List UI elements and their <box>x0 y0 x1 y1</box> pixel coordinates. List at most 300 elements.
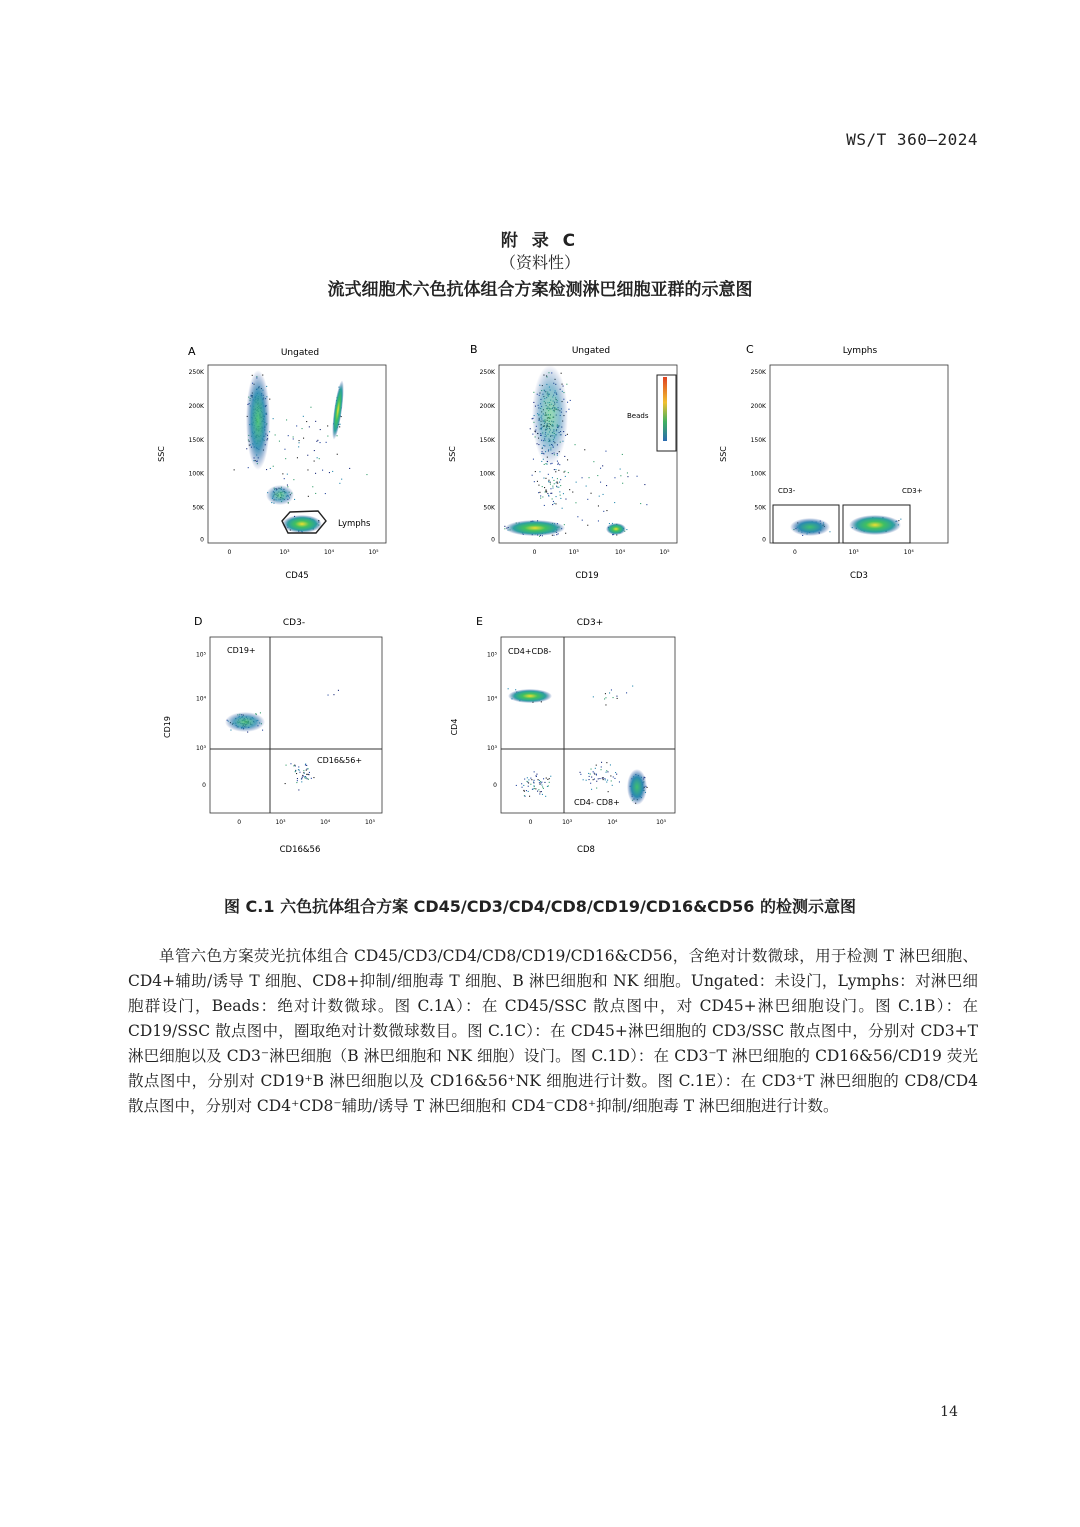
event-dot <box>541 461 542 462</box>
event-dot <box>599 778 600 779</box>
event-dot <box>234 469 235 470</box>
event-dot <box>303 416 304 417</box>
event-dot <box>532 434 533 435</box>
event-dot <box>529 796 530 797</box>
event-dot <box>542 486 543 487</box>
event-dot <box>530 784 531 785</box>
event-dot <box>539 793 540 794</box>
event-dot <box>297 778 298 779</box>
event-dot <box>542 786 543 787</box>
x-tick-label: 0 <box>532 549 537 556</box>
event-dot <box>293 479 294 480</box>
event-dot <box>580 772 581 773</box>
y-tick-label: 10³ <box>486 744 497 752</box>
event-dot <box>550 776 551 777</box>
event-dot <box>534 785 535 786</box>
event-dot <box>303 776 304 777</box>
event-dot <box>627 476 628 477</box>
event-dot <box>522 787 523 788</box>
event-dot <box>552 504 553 505</box>
event-dot <box>598 505 599 506</box>
event-dot <box>596 788 597 789</box>
event-dot <box>299 442 300 443</box>
event-dot <box>556 486 557 487</box>
x-tick-label: 10³ <box>275 819 286 826</box>
event-dot <box>582 520 583 521</box>
event-dot <box>554 483 555 484</box>
event-dot <box>556 496 557 497</box>
event-dot <box>613 776 614 777</box>
event-dot <box>622 454 623 455</box>
event-dot <box>306 421 307 422</box>
event-dot <box>566 384 567 385</box>
event-dot <box>287 474 288 475</box>
event-dot <box>609 523 610 524</box>
event-dot <box>603 511 604 512</box>
event-dot <box>295 770 296 771</box>
event-dot <box>273 466 274 467</box>
event-dot <box>534 788 535 789</box>
event-dot <box>548 480 549 481</box>
event-dot <box>301 778 302 779</box>
q-cd4neg-cd8pos-label: CD4- CD8+ <box>574 798 620 807</box>
event-dot <box>266 469 267 470</box>
event-dot <box>555 503 556 504</box>
event-dot <box>302 777 303 778</box>
panel-d-letter: D <box>194 615 203 628</box>
event-dot <box>604 698 605 699</box>
event-dot <box>614 477 615 478</box>
x-tick-label: 10⁵ <box>656 819 667 826</box>
event-dot <box>528 786 529 787</box>
event-dot <box>559 482 560 483</box>
event-dot <box>298 789 299 790</box>
x-tick-label: 10⁴ <box>323 549 335 556</box>
event-dot <box>554 503 555 504</box>
event-dot <box>575 444 576 445</box>
event-dot <box>575 502 576 503</box>
x-tick-label: 10⁵ <box>364 819 376 826</box>
event-dot <box>637 476 638 477</box>
y-tick-label: 100K <box>479 470 495 478</box>
y-tick-label: 50K <box>192 504 204 512</box>
event-dot <box>329 472 330 473</box>
event-dot <box>640 503 641 504</box>
event-dot <box>610 764 611 765</box>
event-dot <box>543 778 544 779</box>
event-dot <box>548 481 549 482</box>
event-dot <box>554 469 555 470</box>
event-dot <box>270 468 271 469</box>
cd3-positive-gate-label: CD3+ <box>902 487 923 495</box>
x-tick-label: 10⁵ <box>659 549 670 556</box>
event-dot <box>279 441 280 442</box>
event-dot <box>314 450 315 451</box>
event-dot <box>531 779 532 780</box>
event-dot <box>560 479 561 480</box>
panel-e-cd4pos-cluster <box>508 689 552 703</box>
x-tick-label: 10³ <box>562 819 573 826</box>
event-dot <box>545 478 546 479</box>
event-dot <box>366 474 367 475</box>
flow-cytometry-figure <box>150 335 950 865</box>
event-dot <box>549 782 550 783</box>
event-dot <box>547 779 548 780</box>
event-dot <box>606 762 607 763</box>
event-dot <box>595 768 596 769</box>
event-dot <box>593 696 594 697</box>
event-dot <box>535 788 536 789</box>
event-dot <box>557 483 558 484</box>
event-dot <box>326 442 327 443</box>
lymphs-gate-label: Lymphs <box>338 519 371 529</box>
x-tick-label: 10⁴ <box>607 819 618 826</box>
event-dot <box>568 472 569 473</box>
event-dot <box>551 493 552 494</box>
event-dot <box>591 493 592 494</box>
event-dot <box>317 457 318 458</box>
event-dot <box>560 485 561 486</box>
event-dot <box>305 764 306 765</box>
y-tick-label: 0 <box>491 536 495 544</box>
y-tick-label: 0 <box>493 781 497 789</box>
event-dot <box>523 790 524 791</box>
event-dot <box>293 438 294 439</box>
event-dot <box>548 474 549 475</box>
event-dot <box>591 777 592 778</box>
event-dot <box>560 495 561 496</box>
x-tick-label: 10⁵ <box>368 549 379 556</box>
appendix-title: 附 录 C <box>500 231 580 251</box>
event-dot <box>332 471 333 472</box>
panel-e-ylabel: CD4 <box>450 718 459 736</box>
event-dot <box>544 782 545 783</box>
event-dot <box>317 440 318 441</box>
event-dot <box>553 480 554 481</box>
panel-b-granulocyte-cluster <box>532 365 568 465</box>
x-tick-label: 0 <box>792 549 797 556</box>
event-dot <box>538 492 539 493</box>
event-dot <box>600 482 601 483</box>
event-dot <box>285 458 286 459</box>
event-dot <box>546 491 547 492</box>
event-dot <box>549 778 550 779</box>
beads-gate-label: Beads <box>627 412 649 420</box>
event-dot <box>577 516 578 517</box>
event-dot <box>337 454 338 455</box>
event-dot <box>606 770 607 771</box>
event-dot <box>524 779 525 780</box>
event-dot <box>615 772 616 773</box>
event-dot <box>275 434 276 435</box>
event-dot <box>616 696 617 697</box>
figure-svg <box>150 335 950 865</box>
event-dot <box>521 783 522 784</box>
event-dot <box>556 534 557 535</box>
event-dot <box>230 730 231 731</box>
event-dot <box>262 730 263 731</box>
event-dot <box>603 494 604 495</box>
event-dot <box>287 485 288 486</box>
event-dot <box>594 773 595 774</box>
event-dot <box>537 791 538 792</box>
body-paragraph: 单管六色方案荧光抗体组合 CD45/CD3/CD4/CD8/CD19/CD16&CD56，含绝对计数微球，用于检测 T 淋巴细胞、CD4+辅助/诱导 T 细胞、CD8+抑制/细胞毒 T 细胞、B 淋巴细胞和 NK 细胞。Ungated：未设门，Lymphs：对淋巴细胞群设门，Beads：绝对计数微球。图 C.1A）：在 CD45/SSC 散点图中，对 CD45+淋巴细胞设门。图 C.1B）：在 CD19/SSC 散点图中，圈取绝对计数微球数目。图 C.1C）：在 CD45+淋巴细胞的 CD3/SSC 散点图中，分别对 CD3+T 淋巴细胞以及 CD3⁻淋巴细胞（B 淋巴细胞和 NK 细胞）设门。图 C.1D）：在 CD3⁻T 淋巴细胞的 CD16&56/CD19 荧光散点图中，分别对 CD19⁺B 淋巴细胞以及 CD16&56⁺NK 细胞进行计数。图 C.1E）：在 CD3⁺T 淋巴细胞的 CD8/CD4 散点图中，分别对 CD4⁺CD8⁻辅助/诱导 T 淋巴细胞和 CD4⁻CD8⁺抑制/细胞毒 T 淋巴细胞进行计数。 <box>128 947 978 1115</box>
x-tick-label: 10³ <box>848 549 859 556</box>
event-dot <box>596 765 597 766</box>
panel-a-lymph-cluster <box>282 515 322 533</box>
event-dot <box>601 766 602 767</box>
panel-e-cd8pos-cluster <box>627 769 647 805</box>
event-dot <box>593 771 594 772</box>
event-dot <box>620 475 621 476</box>
event-dot <box>586 780 587 781</box>
event-dot <box>569 489 570 490</box>
panel-e-title: CD3+ <box>576 618 604 628</box>
event-dot <box>589 776 590 777</box>
event-dot <box>544 464 545 465</box>
event-dot <box>299 770 300 771</box>
event-dot <box>580 774 581 775</box>
event-dot <box>540 781 541 782</box>
event-dot <box>305 776 306 777</box>
event-dot <box>646 504 647 505</box>
event-dot <box>619 781 620 782</box>
panel-a-monocyte-cluster <box>266 485 294 505</box>
event-dot <box>627 472 628 473</box>
event-dot <box>320 442 321 443</box>
event-dot <box>552 477 553 478</box>
panel-a-xlabel: CD45 <box>285 571 309 581</box>
y-tick-label: 10⁵ <box>195 651 206 659</box>
event-dot <box>549 481 550 482</box>
panel-a-granulocyte-cluster <box>246 370 270 470</box>
event-dot <box>572 492 573 493</box>
event-dot <box>297 457 298 458</box>
y-tick-label: 50K <box>483 504 495 512</box>
event-dot <box>590 783 591 784</box>
q-cd4pos-cd8neg-label: CD4+CD8- <box>508 647 552 656</box>
event-dot <box>589 477 590 478</box>
event-dot <box>309 772 310 773</box>
event-dot <box>607 771 608 772</box>
y-tick-label: 250K <box>479 369 495 377</box>
event-dot <box>303 770 304 771</box>
event-dot <box>299 772 300 773</box>
event-dot <box>304 776 305 777</box>
event-dot <box>547 493 548 494</box>
y-tick-label: 250K <box>188 369 204 377</box>
event-dot <box>528 782 529 783</box>
panel-e-xlabel: CD8 <box>577 845 595 855</box>
x-tick-label: 10⁴ <box>614 549 626 556</box>
event-dot <box>313 777 314 778</box>
event-dot <box>617 698 618 699</box>
event-dot <box>605 704 606 705</box>
event-dot <box>530 778 531 779</box>
event-dot <box>532 475 533 476</box>
event-dot <box>299 440 300 441</box>
event-dot <box>508 688 509 689</box>
event-dot <box>587 525 588 526</box>
y-tick-label: 100K <box>750 470 766 478</box>
event-dot <box>576 482 577 483</box>
panel-b-ylabel: SSC <box>448 446 457 462</box>
event-dot <box>558 463 559 464</box>
y-tick-label: 150K <box>750 436 766 444</box>
y-tick-label: 10⁴ <box>486 695 497 703</box>
event-dot <box>541 791 542 792</box>
event-dot <box>610 775 611 776</box>
event-dot <box>567 459 568 460</box>
event-dot <box>301 781 302 782</box>
panel-d-cd19pos-cluster <box>225 712 265 732</box>
panel-a-title: Ungated <box>280 348 320 358</box>
event-dot <box>541 785 542 786</box>
y-tick-label: 10³ <box>195 744 206 752</box>
event-dot <box>559 491 560 492</box>
event-dot <box>285 783 286 784</box>
event-dot <box>293 436 294 437</box>
x-tick-label: 0 <box>237 819 242 826</box>
event-dot <box>307 469 308 470</box>
event-dot <box>539 492 540 493</box>
event-dot <box>538 779 539 780</box>
event-dot <box>328 695 329 696</box>
event-dot <box>307 455 308 456</box>
event-dot <box>596 774 597 775</box>
event-dot <box>597 475 598 476</box>
event-dot <box>246 448 247 449</box>
event-dot <box>297 780 298 781</box>
event-dot <box>614 778 615 779</box>
event-dot <box>552 488 553 489</box>
x-tick-label: 0 <box>227 549 232 556</box>
event-dot <box>303 438 304 439</box>
panel-b-xlabel: CD19 <box>575 571 599 581</box>
event-dot <box>604 778 605 779</box>
event-dot <box>260 712 261 713</box>
event-dot <box>306 765 307 766</box>
event-dot <box>591 789 592 790</box>
panel-b <box>448 343 677 581</box>
event-dot <box>286 765 287 766</box>
panel-c-xlabel: CD3 <box>850 571 868 581</box>
event-dot <box>534 771 535 772</box>
event-dot <box>548 495 549 496</box>
event-dot <box>314 461 315 462</box>
panel-c-title: Lymphs <box>842 346 878 356</box>
page-number: 14 <box>940 1404 958 1420</box>
event-dot <box>561 373 562 374</box>
event-dot <box>605 451 606 452</box>
event-dot <box>626 692 627 693</box>
event-dot <box>644 484 645 485</box>
event-dot <box>558 487 559 488</box>
event-dot <box>546 778 547 779</box>
panel-c-cd3neg-cluster <box>790 518 830 536</box>
event-dot <box>565 499 566 500</box>
appendix-type: （资料性） <box>499 253 580 272</box>
event-dot <box>605 697 606 698</box>
event-dot <box>900 519 901 520</box>
event-dot <box>337 435 338 436</box>
event-dot <box>288 435 289 436</box>
event-dot <box>586 486 587 487</box>
event-dot <box>599 496 600 497</box>
event-dot <box>525 796 526 797</box>
event-dot <box>312 486 313 487</box>
event-dot <box>611 780 612 781</box>
event-dot <box>558 533 559 534</box>
event-dot <box>565 533 566 534</box>
event-dot <box>570 400 571 401</box>
x-tick-label: 10⁴ <box>320 819 331 826</box>
event-dot <box>539 780 540 781</box>
event-dot <box>320 429 321 430</box>
event-dot <box>527 781 528 782</box>
event-dot <box>306 769 307 770</box>
x-tick-label: 10³ <box>279 549 290 556</box>
event-dot <box>325 493 326 494</box>
event-dot <box>534 481 535 482</box>
y-tick-label: 250K <box>750 369 766 377</box>
event-dot <box>612 785 613 786</box>
q-cd1656pos-label: CD16&56+ <box>317 756 363 765</box>
panel-b-bead-cluster <box>663 377 667 441</box>
event-dot <box>305 778 306 779</box>
event-dot <box>602 778 603 779</box>
panel-c <box>719 343 948 581</box>
event-dot <box>620 469 621 470</box>
y-tick-label: 0 <box>762 536 766 544</box>
event-dot <box>349 468 350 469</box>
panel-b-plot-frame <box>499 365 677 543</box>
y-tick-label: 200K <box>479 402 495 410</box>
event-dot <box>550 484 551 485</box>
panel-b-cd19pos-cluster <box>606 523 626 535</box>
panel-b-title: Ungated <box>571 346 611 356</box>
event-dot <box>606 485 607 486</box>
event-dot <box>611 689 612 690</box>
event-dot <box>606 510 607 511</box>
event-dot <box>605 779 606 780</box>
event-dot <box>588 773 589 774</box>
event-dot <box>540 791 541 792</box>
event-dot <box>290 763 291 764</box>
panel-c-ylabel: SSC <box>719 446 728 462</box>
event-dot <box>315 493 316 494</box>
event-dot <box>539 536 540 537</box>
y-tick-label: 10⁵ <box>486 651 497 659</box>
event-dot <box>557 464 558 465</box>
event-dot <box>552 535 553 536</box>
event-dot <box>552 486 553 487</box>
event-dot <box>582 477 583 478</box>
event-dot <box>553 501 554 502</box>
event-dot <box>302 428 303 429</box>
panel-c-plot-frame <box>770 365 948 543</box>
panel-b-cd19neg-cluster <box>505 520 565 536</box>
event-dot <box>606 782 607 783</box>
cd3-negative-gate-label: CD3- <box>778 487 796 495</box>
body-text <box>128 944 978 1119</box>
event-dot <box>559 464 560 465</box>
event-dot <box>284 478 285 479</box>
event-dot <box>526 790 527 791</box>
panel-a-ylabel: SSC <box>157 446 166 462</box>
y-tick-label: 0 <box>202 781 206 789</box>
event-dot <box>545 796 546 797</box>
